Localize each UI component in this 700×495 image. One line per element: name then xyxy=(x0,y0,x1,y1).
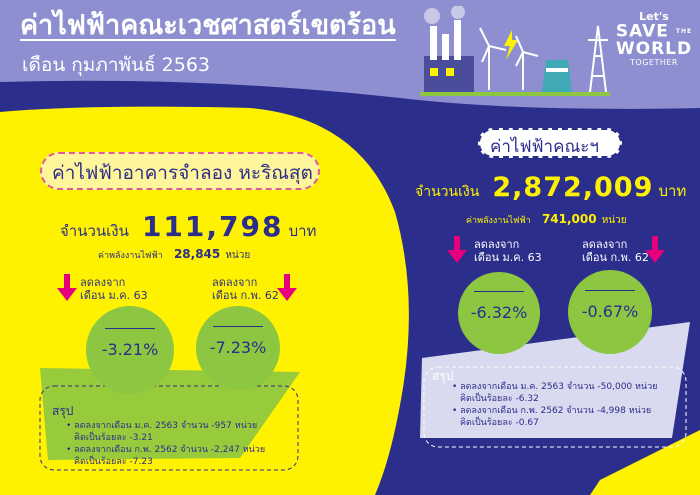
cooling-tower-icon xyxy=(542,60,572,92)
right-energy-unit: หน่วย xyxy=(601,215,627,226)
slogan-the: THE xyxy=(675,28,693,35)
left-amount-row xyxy=(60,210,316,243)
left-compare-2-label xyxy=(212,276,279,302)
left-percent-2: -7.23% xyxy=(209,338,267,357)
right-summary-1-line1: ลดลงจากเดือน ม.ค. 2563 จำนวน -50,000 หน่วย xyxy=(460,382,658,392)
slogan-line3: WORLD xyxy=(615,38,693,59)
right-summary-item: • ลดลงจากเดือน ก.พ. 2562 จำนวน -4,998 หน่วย xyxy=(452,406,652,416)
left-amount-unit: บาท xyxy=(288,222,317,240)
left-percent-circle-2 xyxy=(196,306,280,390)
left-energy-unit: หน่วย xyxy=(225,250,251,261)
left-compare-1-line2: เดือน ม.ค. 63 xyxy=(80,289,148,302)
right-energy-row xyxy=(466,208,627,228)
down-arrow-icon xyxy=(56,274,78,302)
left-compare-2-line2: เดือน ก.พ. 62 xyxy=(212,289,279,302)
factory-icon xyxy=(424,6,474,92)
left-amount-label: จำนวนเงิน xyxy=(60,222,129,240)
circle-rule xyxy=(105,328,155,329)
down-arrow-icon xyxy=(446,236,468,264)
right-percent-circle-1 xyxy=(458,272,540,354)
save-world-slogan xyxy=(612,10,696,88)
left-summary-1-line1: ลดลงจากเดือน ม.ค. 2563 จำนวน -957 หน่วย xyxy=(74,421,258,431)
left-summary-1-line2: คิดเป็นร้อยละ -3.21 xyxy=(74,433,153,443)
left-amount-value: 111,798 xyxy=(141,210,284,243)
right-compare-1-line1: ลดลงจาก xyxy=(474,238,520,251)
left-energy-value: 28,845 xyxy=(173,247,221,261)
page-subtitle: เดือน กุมภาพันธ์ 2563 xyxy=(22,54,210,76)
left-summary-title: สรุป xyxy=(52,404,74,418)
right-amount-unit: บาท xyxy=(658,182,687,200)
right-amount-value: 2,872,009 xyxy=(492,172,654,203)
right-summary-title: สรุป xyxy=(432,369,454,383)
circle-rule xyxy=(474,291,524,292)
right-percent-2: -0.67% xyxy=(581,302,639,321)
right-compare-2-line1: ลดลงจาก xyxy=(582,238,628,251)
right-compare-2-line2: เดือน ก.พ. 62 xyxy=(582,251,649,264)
slogan-line2 xyxy=(612,23,696,41)
faculty-label: ค่าไฟฟ้าคณะฯ xyxy=(490,137,599,157)
down-arrow-icon xyxy=(644,236,666,264)
circle-rule xyxy=(213,326,263,327)
building-name: ค่าไฟฟ้าอาคารจำลอง หะริณสุต xyxy=(52,162,313,184)
left-summary-item: • ลดลงจากเดือน ก.พ. 2562 จำนวน -2,247 หน่วย xyxy=(66,445,266,455)
lightning-icon xyxy=(504,30,518,60)
right-compare-1-line2: เดือน ม.ค. 63 xyxy=(474,251,542,264)
left-energy-label: ค่าพลังงานไฟฟ้า xyxy=(98,251,163,261)
left-compare-1-label xyxy=(80,276,148,302)
page-title: ค่าไฟฟ้าคณะเวชศาสตร์เขตร้อน xyxy=(20,10,396,41)
right-energy-label: ค่าพลังงานไฟฟ้า xyxy=(466,216,531,226)
left-percent-1: -3.21% xyxy=(101,340,159,359)
left-energy-row xyxy=(98,243,250,263)
right-energy-value: 741,000 xyxy=(541,212,597,226)
left-compare-1-line1: ลดลงจาก xyxy=(80,276,126,289)
right-compare-1-label xyxy=(474,238,542,264)
right-summary-item: • ลดลงจากเดือน ม.ค. 2563 จำนวน -50,000 หน่วย xyxy=(452,382,658,392)
right-percent-1: -6.32% xyxy=(470,303,528,322)
right-summary-list xyxy=(452,381,657,429)
slogan-save: SAVE xyxy=(615,21,669,42)
right-summary-1-line2: คิดเป็นร้อยละ -6.32 xyxy=(460,394,539,404)
left-summary-2-line1: ลดลงจากเดือน ก.พ. 2562 จำนวน -2,247 หน่วย xyxy=(74,445,266,455)
energy-illustration xyxy=(420,6,610,98)
left-summary-list xyxy=(66,420,265,468)
slogan-line4: TOGETHER xyxy=(630,57,678,67)
right-amount-label: จำนวนเงิน xyxy=(415,184,480,200)
left-summary-2-line2: คิดเป็นร้อยละ -7.23 xyxy=(74,457,153,467)
slogan-line1: Let's xyxy=(639,10,669,23)
right-summary-2-line2: คิดเป็นร้อยละ -0.67 xyxy=(460,418,539,428)
right-compare-2-label xyxy=(582,238,649,264)
left-compare-2-line1: ลดลงจาก xyxy=(212,276,258,289)
left-summary-item: • ลดลงจากเดือน ม.ค. 2563 จำนวน -957 หน่วย xyxy=(66,421,258,431)
right-summary-2-line1: ลดลงจากเดือน ก.พ. 2562 จำนวน -4,998 หน่วย xyxy=(460,406,652,416)
down-arrow-icon xyxy=(276,274,298,302)
right-percent-circle-2 xyxy=(568,270,652,354)
power-tower-icon xyxy=(588,26,608,92)
circle-rule xyxy=(585,290,635,291)
right-amount-row xyxy=(415,172,686,203)
left-percent-circle-1 xyxy=(86,306,174,394)
